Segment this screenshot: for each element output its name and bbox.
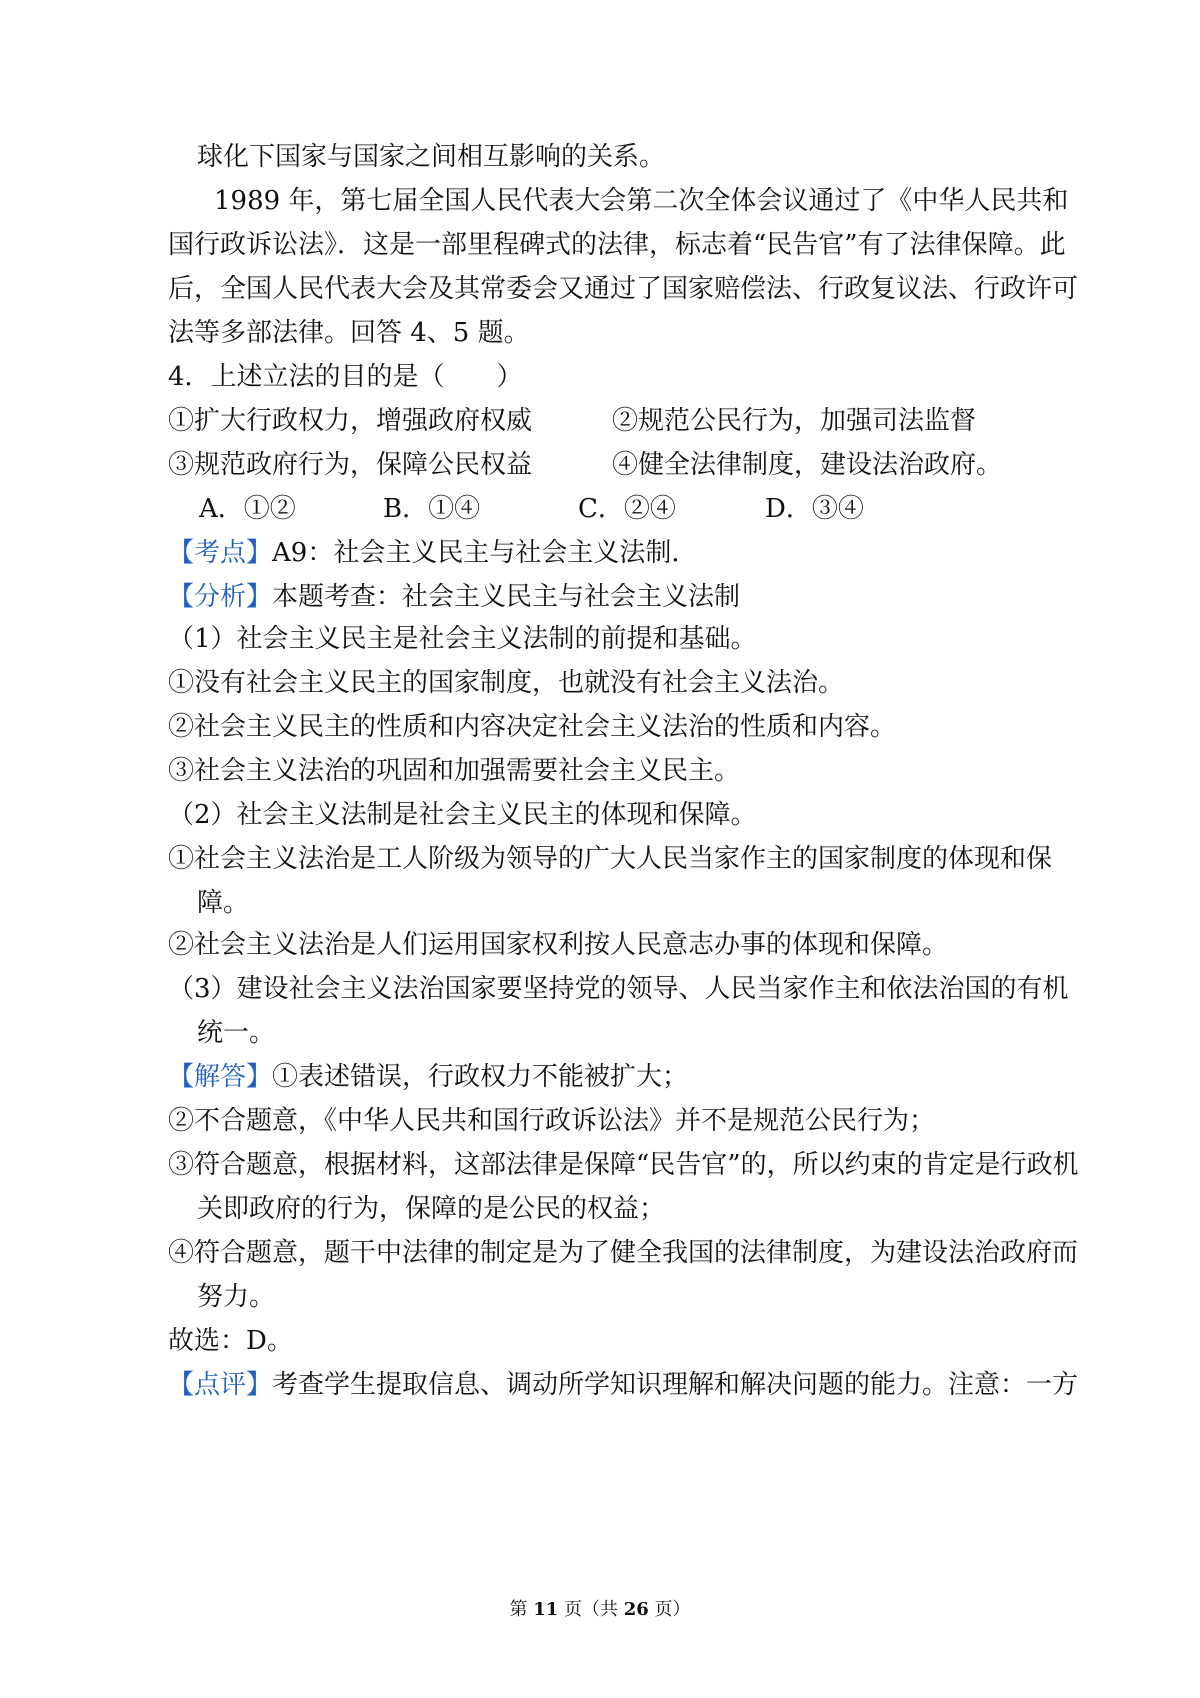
fenxi-point-2b: ②社会主义法治是人们运用国家权利按人民意志办事的体现和保障。 bbox=[168, 930, 949, 960]
statement-4: ④健全法律制度，建设法治政府。 bbox=[612, 450, 1003, 480]
jieda-text: ①表述错误，行政权力不能被扩大； bbox=[272, 1062, 689, 1092]
jieda-point-4-line-1: ④符合题意，题干中法律的制定是为了健全我国的法律制度，为建设法治政府而 bbox=[168, 1238, 1079, 1268]
fenxi-point-1: （1）社会主义民主是社会主义法制的前提和基础。 bbox=[168, 624, 757, 654]
fenxi-point-3-line-2: 统一。 bbox=[197, 1018, 276, 1048]
footer-total-pages: 26 bbox=[623, 1599, 649, 1620]
jieda-point-4-line-2: 努力。 bbox=[197, 1282, 276, 1312]
kaodian-line bbox=[168, 536, 697, 570]
statement-1: ①扩大行政权力，增强政府权威 bbox=[168, 406, 533, 436]
kaodian-text: A9：社会主义民主与社会主义法制． bbox=[272, 538, 698, 568]
intro-line-1: 球化下国家与国家之间相互影响的关系。 bbox=[197, 142, 666, 172]
choice-c: C．②④ bbox=[578, 494, 676, 524]
page-footer bbox=[0, 1598, 1200, 1622]
dianping-line bbox=[168, 1368, 1078, 1402]
fenxi-line bbox=[168, 580, 740, 614]
kaodian-tag: 【考点】 bbox=[168, 538, 273, 568]
answer-line: 故选：D。 bbox=[168, 1326, 293, 1356]
question-stem: 4．上述立法的目的是（ ） bbox=[168, 362, 523, 392]
fenxi-point-2a-line-1: ①社会主义法治是工人阶级为领导的广大人民当家作主的国家制度的体现和保 bbox=[168, 844, 1053, 874]
jieda-tag: 【解答】 bbox=[168, 1062, 273, 1092]
statement-3: ③规范政府行为，保障公民权益 bbox=[168, 450, 533, 480]
fenxi-point-2: （2）社会主义法制是社会主义民主的体现和保障。 bbox=[168, 800, 757, 830]
jieda-point-2: ②不合题意，《中华人民共和国行政诉讼法》并不是规范公民行为； bbox=[168, 1106, 936, 1136]
fenxi-point-1b: ②社会主义民主的性质和内容决定社会主义法治的性质和内容。 bbox=[168, 712, 897, 742]
fenxi-tag: 【分析】 bbox=[168, 582, 273, 612]
choice-d: D．③④ bbox=[765, 494, 864, 524]
jieda-point-3-line-2: 关即政府的行为，保障的是公民的权益； bbox=[197, 1194, 666, 1224]
footer-middle: 页（共 bbox=[564, 1599, 618, 1620]
fenxi-point-1c: ③社会主义法治的巩固和加强需要社会主义民主。 bbox=[168, 756, 741, 786]
jieda-point-3-line-1: ③符合题意，根据材料，这部法律是保障“民告官”的，所以约束的肯定是行政机 bbox=[168, 1150, 1079, 1180]
jieda-line bbox=[168, 1060, 688, 1094]
fenxi-text: 本题考查：社会主义民主与社会主义法制 bbox=[272, 582, 741, 612]
intro-line-2: 1989 年，第七届全国人民代表大会第二次全体会议通过了《中华人民共和 bbox=[214, 186, 1069, 216]
dianping-text: 考查学生提取信息、调动所学知识理解和解决问题的能力。注意：一方 bbox=[272, 1370, 1079, 1400]
choice-b: B．①④ bbox=[383, 494, 481, 524]
intro-line-5: 法等多部法律。回答 4、5 题。 bbox=[168, 318, 530, 348]
fenxi-point-2a-line-2: 障。 bbox=[197, 888, 250, 918]
fenxi-point-1a: ①没有社会主义民主的国家制度，也就没有社会主义法治。 bbox=[168, 668, 845, 698]
statement-2: ②规范公民行为，加强司法监督 bbox=[612, 406, 977, 436]
footer-suffix: 页） bbox=[654, 1599, 691, 1620]
footer-page-number: 11 bbox=[533, 1599, 559, 1620]
dianping-tag: 【点评】 bbox=[168, 1370, 273, 1400]
intro-line-3: 国行政诉讼法》．这是一部里程碑式的法律，标志着“民告官”有了法律保障。此 bbox=[168, 230, 1066, 260]
fenxi-point-3-line-1: （3）建设社会主义法治国家要坚持党的领导、人民当家作主和依法治国的有机 bbox=[168, 974, 1069, 1004]
footer-prefix: 第 bbox=[509, 1599, 528, 1620]
choice-a: A．①② bbox=[199, 494, 296, 524]
intro-line-4: 后，全国人民代表大会及其常委会又通过了国家赔偿法、行政复议法、行政许可 bbox=[168, 274, 1079, 304]
